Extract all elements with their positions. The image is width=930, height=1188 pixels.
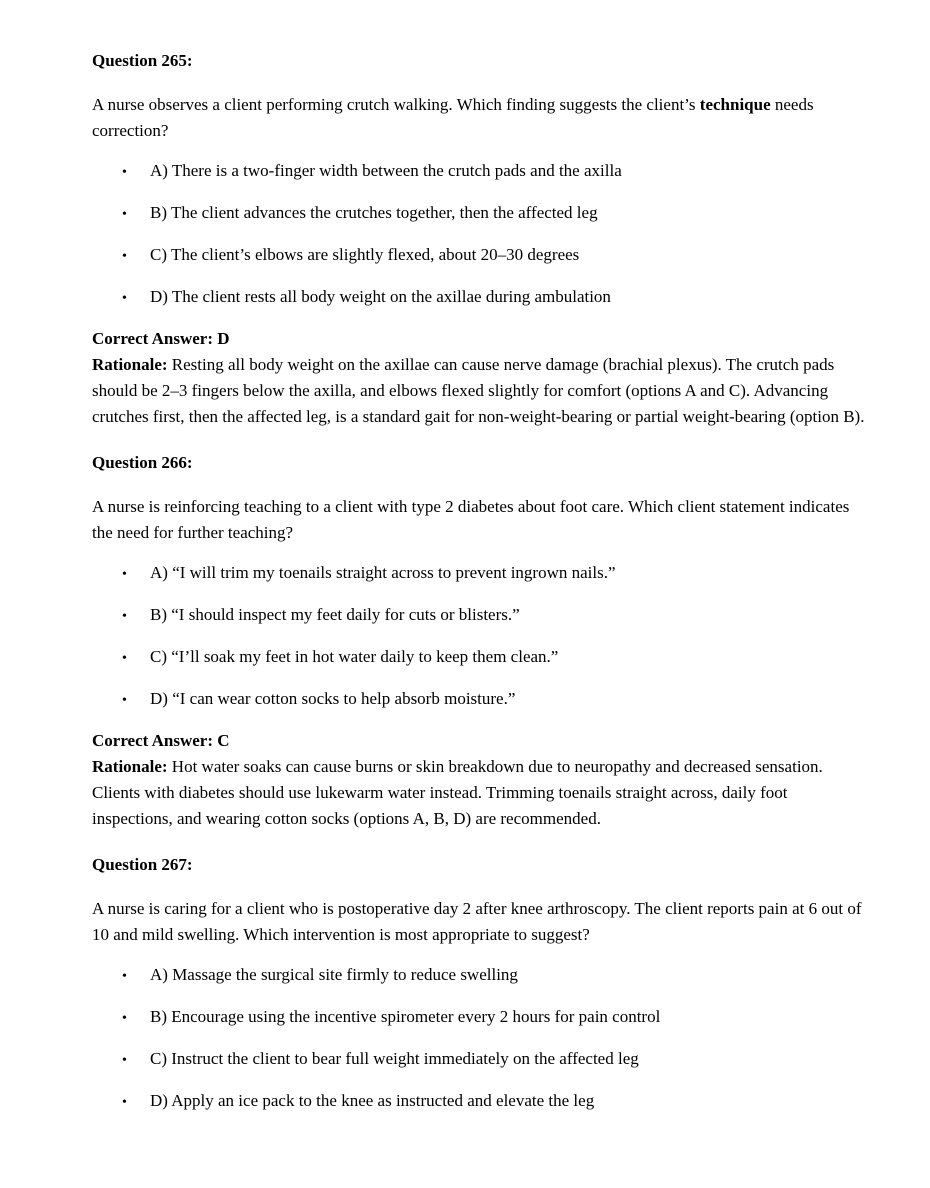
option-text: D) Apply an ice pack to the knee as instructed and elevate the leg	[150, 1091, 595, 1110]
option-item	[122, 284, 866, 312]
option-text: B) Encourage using the incentive spirometer every 2 hours for pain control	[150, 1007, 661, 1026]
question-stem	[92, 896, 866, 948]
option-text: A) “I will trim my toenails straight across to prevent ingrown nails.”	[150, 563, 616, 582]
option-text: C) “I’ll soak my feet in hot water daily to keep them clean.”	[150, 647, 559, 666]
question-heading: Question 265:	[92, 51, 193, 70]
bullet-icon: •	[122, 1053, 127, 1068]
option-item	[122, 560, 866, 588]
options-list	[92, 158, 866, 312]
rationale-label: Rationale:	[92, 757, 168, 776]
option-text: B) The client advances the crutches together, then the affected leg	[150, 203, 598, 222]
bullet-icon: •	[122, 1011, 127, 1026]
option-item	[122, 200, 866, 228]
bullet-icon: •	[122, 1095, 127, 1110]
option-item	[122, 158, 866, 186]
stem-text: A nurse is caring for a client who is postoperative day 2 after knee arthroscopy. The client reports pain at 6 out of 10 and mild swelling. Which intervention is most appropriate to suggest?	[92, 899, 862, 944]
stem-text: A nurse is reinforcing teaching to a client with type 2 diabetes about foot care. Which client statement indicates the need for further teaching?	[92, 497, 850, 542]
question-block-267	[92, 852, 866, 1116]
option-item	[122, 686, 866, 714]
bullet-icon: •	[122, 249, 127, 264]
stem-bold-text: technique	[699, 95, 771, 114]
options-list	[92, 560, 866, 714]
question-block-266	[92, 450, 866, 832]
option-text: C) The client’s elbows are slightly flexed, about 20–30 degrees	[150, 245, 580, 264]
option-item	[122, 602, 866, 630]
option-text: C) Instruct the client to bear full weight immediately on the affected leg	[150, 1049, 639, 1068]
option-item	[122, 1088, 866, 1116]
option-text: A) Massage the surgical site firmly to reduce swelling	[150, 965, 518, 984]
question-stem	[92, 92, 866, 144]
question-block-265	[92, 48, 866, 430]
bullet-icon: •	[122, 969, 127, 984]
rationale-text: Hot water soaks can cause burns or skin breakdown due to neuropathy and decreased sensation. Clients with diabetes should use lukewarm water instead. Trimming toenails straight across, daily foot inspections, and wearing cotton socks (options A, B, D) are recommended.	[92, 757, 823, 828]
options-list	[92, 962, 866, 1116]
bullet-icon: •	[122, 165, 127, 180]
rationale-label: Rationale:	[92, 355, 168, 374]
option-item	[122, 644, 866, 672]
correct-answer-line: Correct Answer: C	[92, 731, 230, 750]
rationale-text: Resting all body weight on the axillae can cause nerve damage (brachial plexus). The crutch pads should be 2–3 fingers below the axilla, and elbows flexed slightly for comfort (options A and C). Advancing crutches first, then the affected leg, is a standard gait for non-weight-bearing or partial weight-bearing (option B).	[92, 355, 865, 426]
correct-answer-line: Correct Answer: D	[92, 329, 230, 348]
option-item	[122, 962, 866, 990]
option-text: D) The client rests all body weight on the axillae during ambulation	[150, 287, 611, 306]
option-item	[122, 242, 866, 270]
question-heading: Question 266:	[92, 453, 193, 472]
option-text: B) “I should inspect my feet daily for cuts or blisters.”	[150, 605, 520, 624]
option-item	[122, 1046, 866, 1074]
answer-rationale-block	[92, 326, 866, 430]
bullet-icon: •	[122, 609, 127, 624]
option-text: D) “I can wear cotton socks to help absorb moisture.”	[150, 689, 516, 708]
stem-text: A nurse observes a client performing crutch walking. Which finding suggests the client’s	[92, 95, 700, 114]
bullet-icon: •	[122, 291, 127, 306]
question-stem	[92, 494, 866, 546]
option-item	[122, 1004, 866, 1032]
bullet-icon: •	[122, 207, 127, 222]
answer-rationale-block	[92, 728, 866, 832]
option-text: A) There is a two-finger width between the crutch pads and the axilla	[150, 161, 622, 180]
question-heading: Question 267:	[92, 855, 193, 874]
bullet-icon: •	[122, 567, 127, 582]
bullet-icon: •	[122, 693, 127, 708]
stem-text: needs correction?	[92, 95, 814, 140]
bullet-icon: •	[122, 651, 127, 666]
